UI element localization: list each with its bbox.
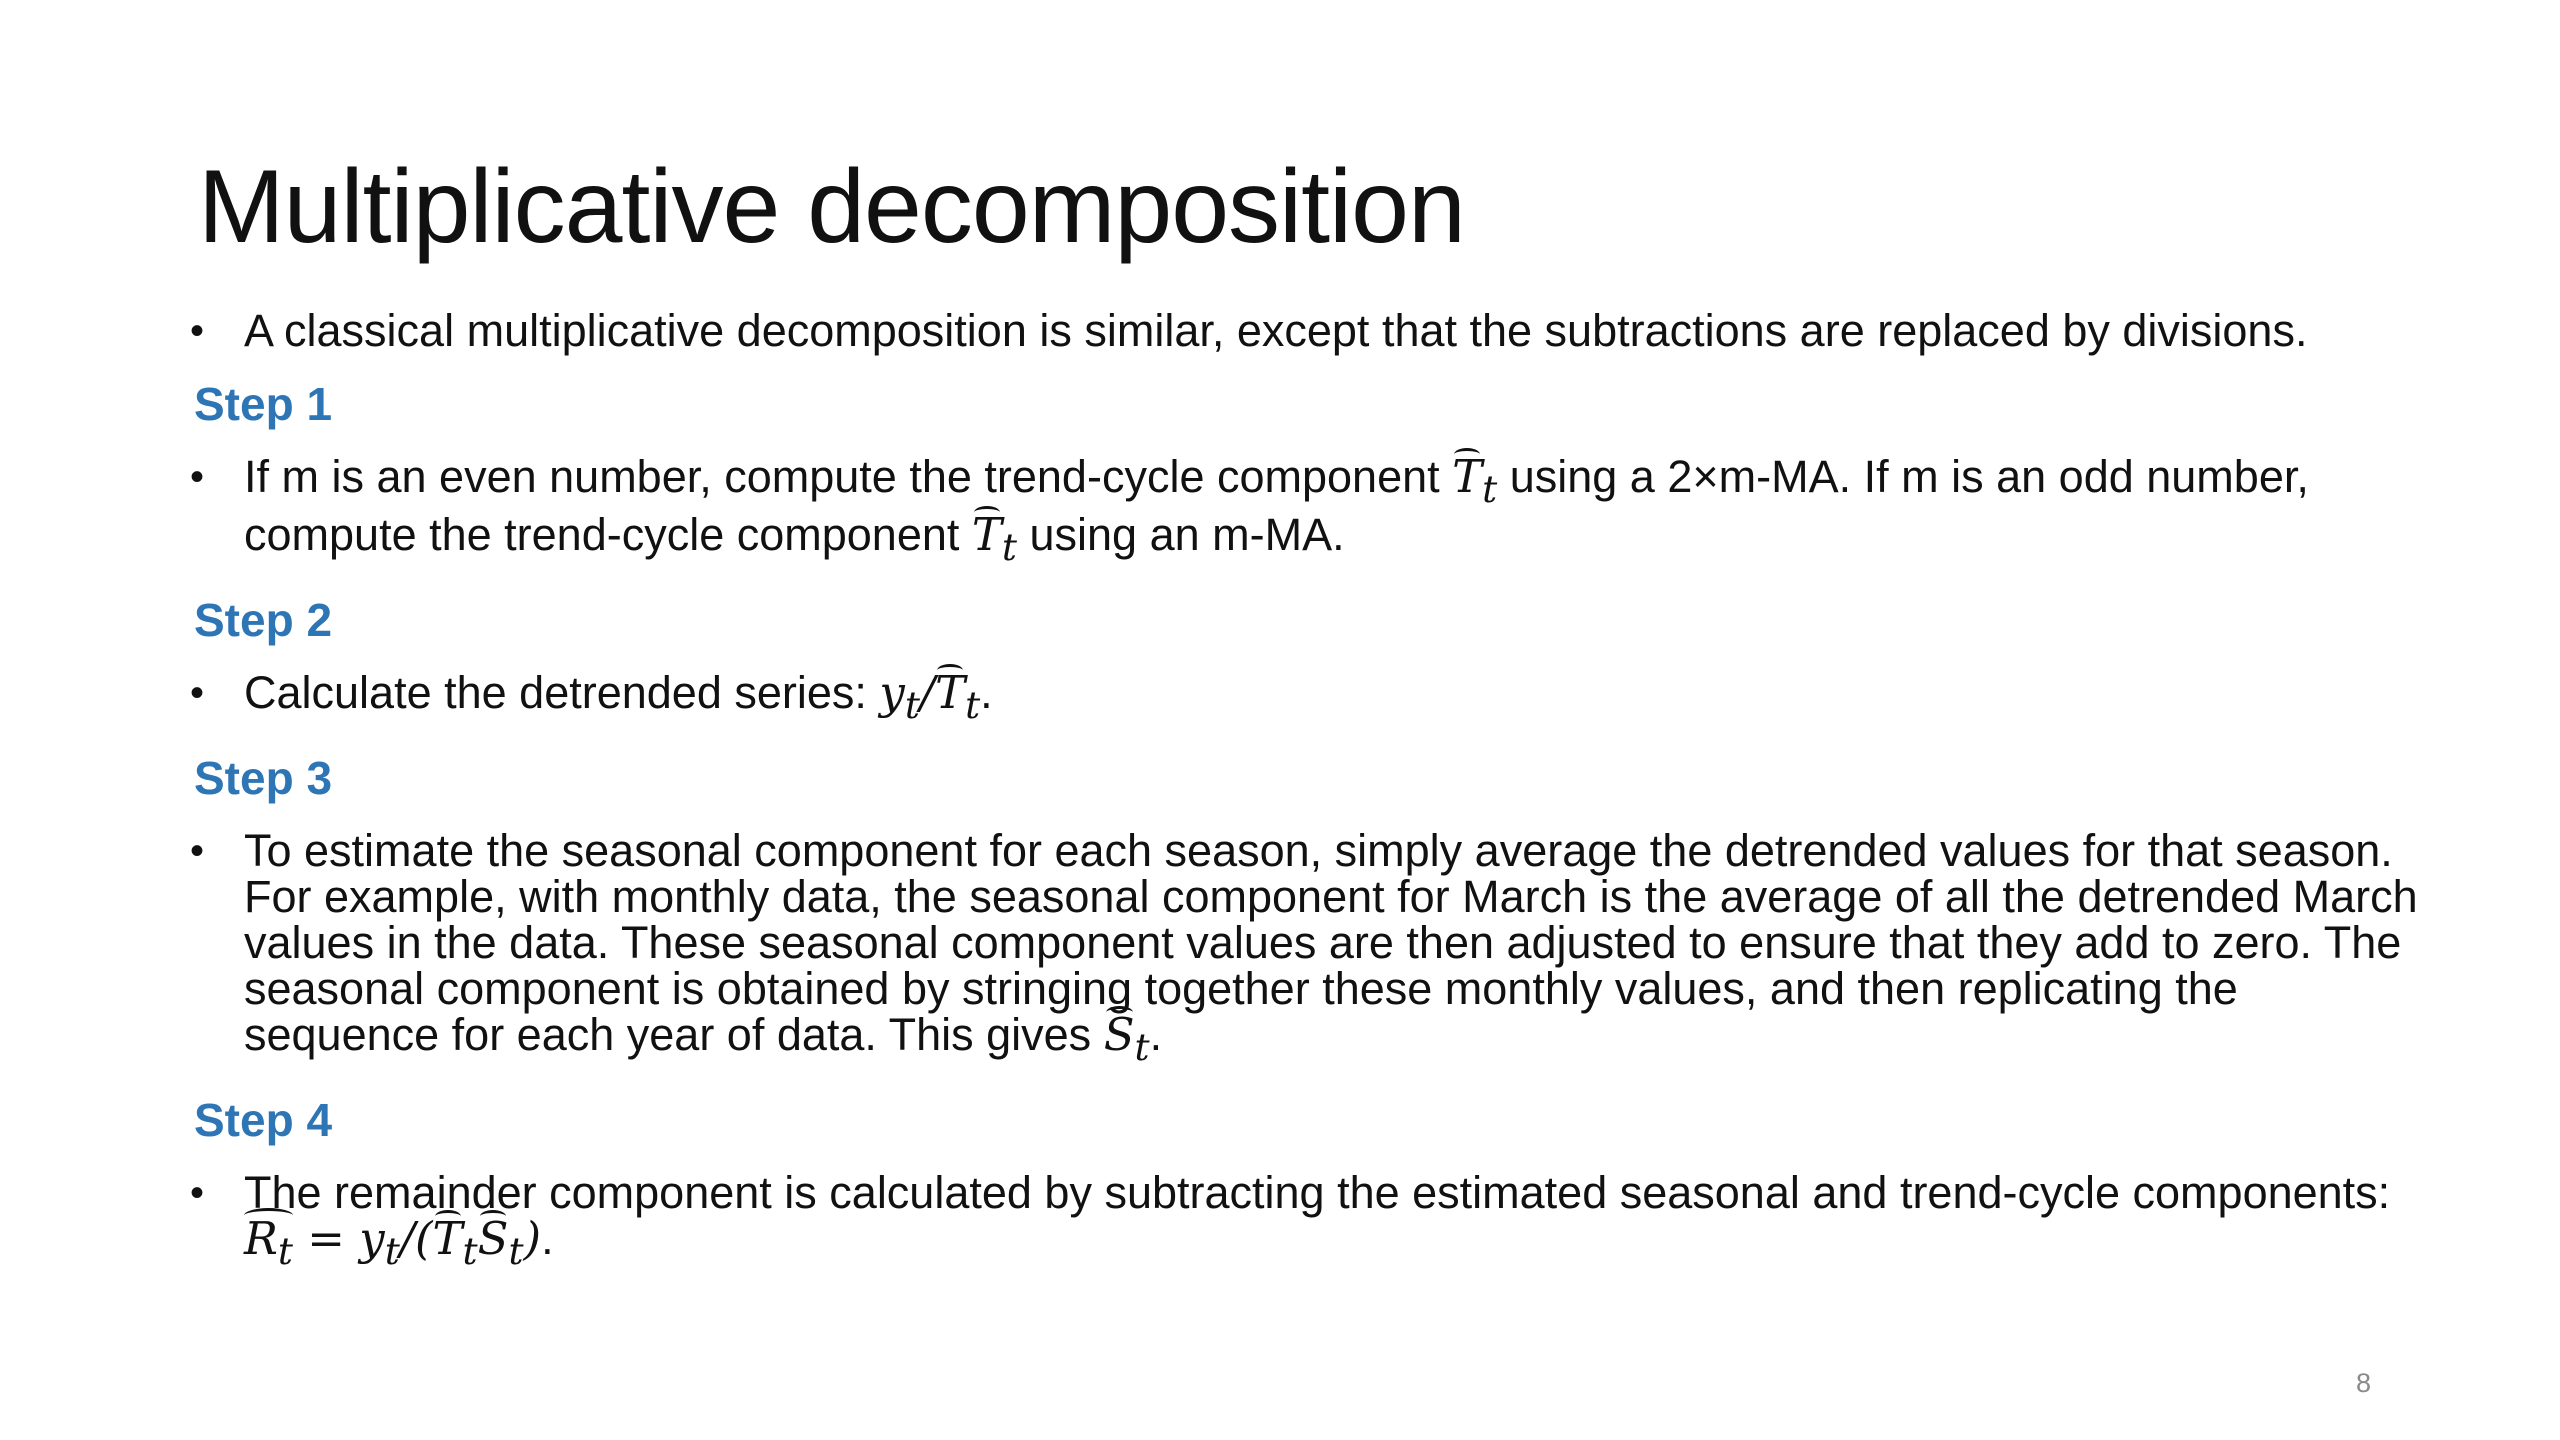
step-2-bullet: [190, 666, 2430, 728]
trend-symbol: [1452, 450, 1498, 511]
subscript-t: t: [904, 683, 920, 727]
intro-text: A classical multiplicative decomposition is similar, except that the subtractions are replaced by divisions.: [244, 305, 2308, 356]
seasonal-hat: S: [477, 1212, 509, 1265]
step-4-bullet: [190, 1167, 2430, 1274]
trend-hat: T: [1452, 450, 1483, 503]
step-3-text-end: .: [1149, 1009, 1163, 1060]
remainder-hat: [244, 1212, 293, 1274]
intro-bullet: [190, 305, 2430, 356]
step-2-text-a: Calculate the detrended series:: [244, 667, 880, 718]
y-symbol: y: [359, 1212, 385, 1265]
detrended-formula: [879, 666, 981, 727]
step-1-heading: Step 1: [194, 378, 333, 430]
y-symbol: y: [879, 666, 905, 719]
subscript-t: t: [1482, 467, 1498, 511]
close-paren: ): [523, 1212, 542, 1265]
slide-title: Multiplicative decomposition: [198, 149, 1465, 265]
step-3-heading: Step 3: [194, 752, 333, 804]
subscript-t: t: [965, 683, 981, 727]
slide-body: [190, 305, 2430, 1274]
step-3-bullet: [190, 825, 2430, 1070]
subscript-t: t: [277, 1229, 293, 1273]
open-paren: /(: [399, 1212, 433, 1265]
step-4-heading: Step 4: [194, 1094, 333, 1146]
step-4-text-end: .: [541, 1213, 554, 1264]
step-2-heading: Step 2: [194, 594, 333, 646]
remainder-formula: [244, 1212, 542, 1273]
slash-symbol: /: [919, 666, 936, 719]
trend-symbol: [971, 508, 1017, 569]
bullet-icon: •: [190, 829, 205, 873]
bullet-icon: •: [190, 309, 205, 353]
subscript-t: t: [384, 1229, 400, 1273]
step-4-text-a: The remainder component is calculated by subtracting the estimated seasonal and trend-cycle components:: [244, 1167, 2391, 1218]
bullet-icon: •: [190, 455, 205, 499]
trend-hat: T: [935, 666, 966, 719]
step-2-text-end: .: [980, 667, 993, 718]
step-1-text-b: using a 2×m-MA. If m is an odd number, compute the trend-cycle component: [244, 451, 2309, 560]
page-number: 8: [2356, 1368, 2372, 1398]
trend-hat: T: [432, 1212, 463, 1265]
seasonal-hat: S: [1103, 1008, 1135, 1061]
step-1-text-a: If m is an even number, compute the trend-cycle component: [244, 451, 1453, 502]
seasonal-symbol: [1103, 1008, 1150, 1069]
subscript-t: t: [1001, 525, 1017, 569]
step-1-text-c: using an m-MA.: [1016, 509, 1345, 560]
r-symbol: R: [244, 1212, 278, 1265]
subscript-t: t: [508, 1229, 524, 1273]
bullet-icon: •: [190, 1171, 205, 1215]
step-1-bullet: [190, 450, 2430, 570]
subscript-t: t: [462, 1229, 478, 1273]
step-3-text-a: To estimate the seasonal component for each season, simply average the detrended values for that season. For example, with monthly data, the seasonal component for March is the average of all the detrended March values in the data. These seasonal component values are then adjusted to ensure that they add to zero. The seasonal component is obtained by stringing together these monthly values, and then replicating the sequence for each year of data. This gives: [244, 825, 2418, 1060]
subscript-t: t: [1134, 1025, 1150, 1069]
equals-symbol: =: [292, 1212, 360, 1265]
bullet-icon: •: [190, 671, 205, 715]
trend-hat: T: [971, 508, 1002, 561]
